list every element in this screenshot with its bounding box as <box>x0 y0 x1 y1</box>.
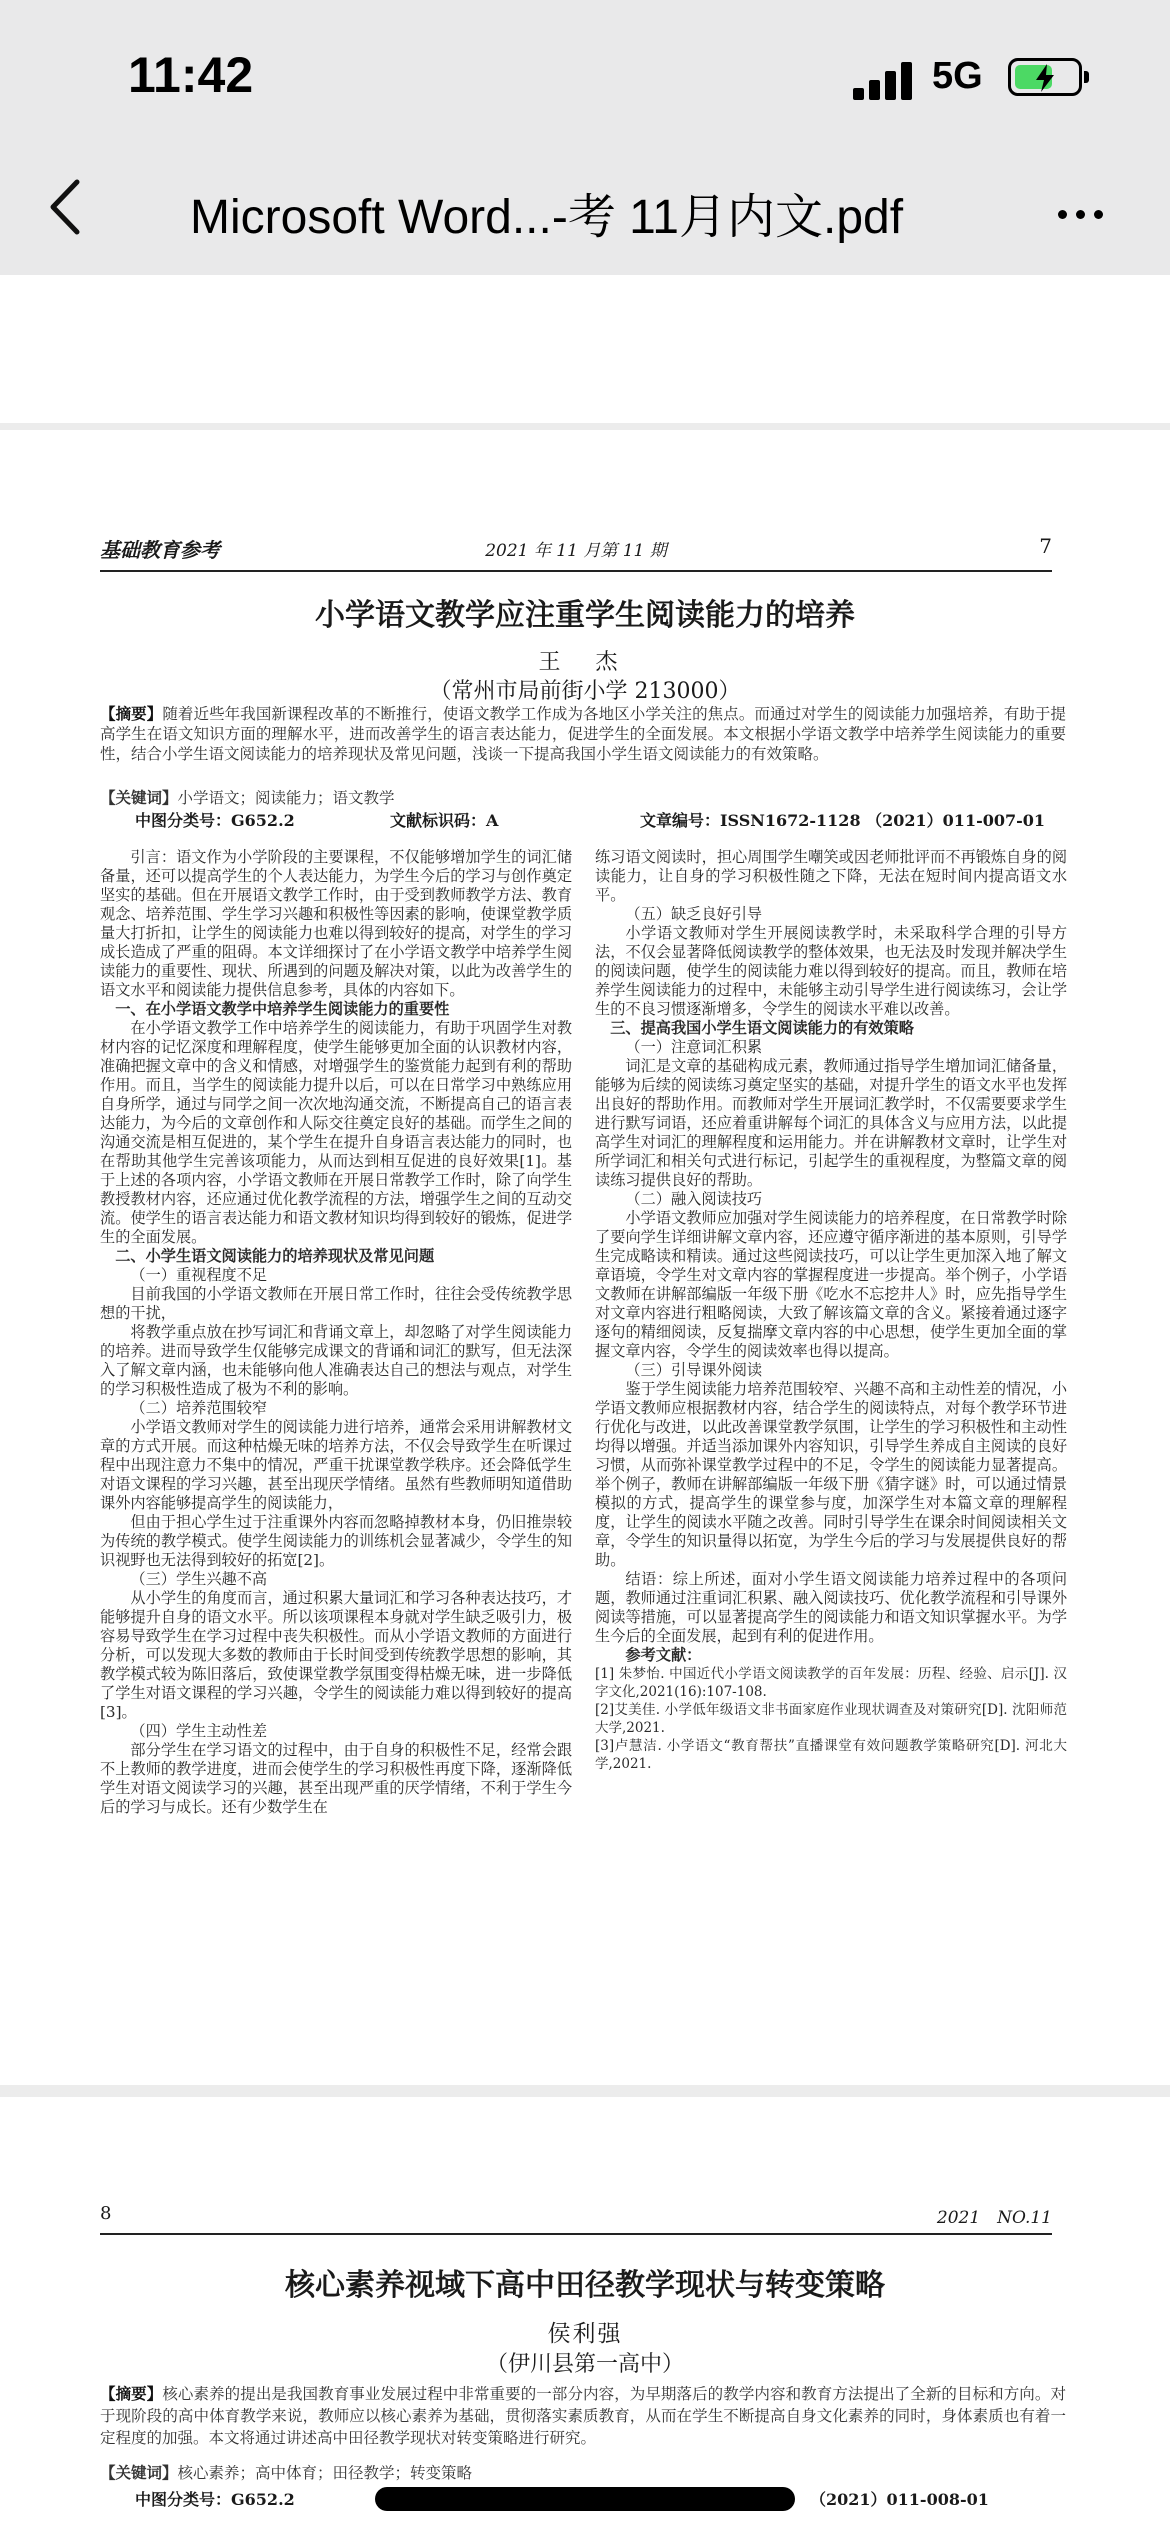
section-heading: （四）学生主动性差 <box>130 1722 268 1740</box>
back-button[interactable] <box>48 178 82 240</box>
article-title: 核心素养视域下高中田径教学现状与转变策略 <box>285 2268 885 2303</box>
issue-date: 2021 NO.11 <box>936 2208 1052 2228</box>
paragraph: 但由于担心学生过于注重课外内容而忽略掉教材本身，仍旧推崇较为传统的教学模式。使学生阅读能力的训练机会显著减少，令学生的知识视野也无法得到较好的拓宽[2]。 <box>100 1513 572 1569</box>
issue-date: 2021 年 11 月第 11 期 <box>485 541 667 561</box>
home-indicator[interactable] <box>375 2487 795 2511</box>
page-number: 7 <box>1039 534 1052 558</box>
paragraph: 鉴于学生阅读能力培养范围较窄、兴趣不高和主动性差的情况，小学语文教师应根据教材内容，结合学生的阅读特点，对每个教学环节进行优化与改进，以此改善课堂教学氛围，让学生的学习积极性和主动性均得以增强。并适当添加课外内容知识，引导学生养成自主阅读的良好习惯，从而弥补课堂教学过程中的不足，令学生的阅读能力显著提高。举个例子，教师在讲解部编版一年级下册《猜字谜》时，可以通过情景模拟的方式，提高学生的课堂参与度，加深学生对本篇文章的理解程度，让学生的阅读水平随之改善。同时引导学生在课余时间阅读相关文章，令学生的知识量得以拓宽，为学生今后的学习与发展提供良好的帮助。 <box>595 1380 1067 1569</box>
section-heading: 一、在小学语文教学中培养学生阅读能力的重要性 <box>115 1000 450 1018</box>
section-heading: （五）缺乏良好引导 <box>625 905 763 923</box>
reference-item: [1] 朱梦怡. 中国近代小学语文阅读教学的百年发展：历程、经验、启示[J]. 汉字文化,2021(16):107-108. <box>595 1666 1067 1700</box>
battery-charging-icon <box>1008 58 1082 96</box>
keywords-text: 小学语文；阅读能力；语文教学 <box>177 789 395 807</box>
paragraph: 将教学重点放在抄写词汇和背诵文章上，却忽略了对学生阅读能力的培养。进而导致学生仅能够完成课文的背诵和词汇的默写，但无法深入了解文章内涵，也未能够向他人准确表达自己的想法与观点，对学生的学习积极性造成了极为不利的影响。 <box>100 1323 572 1398</box>
paragraph: 在小学语文教学工作中培养学生的阅读能力，有助于巩固学生对教材内容的记忆深度和理解程度，使学生能够更加全面的认识教材内容，准确把握文章中的含义和情感，对增强学生的鉴赏能力起到有利的帮助作用。而且，当学生的阅读能力提升以后，可以在日常学习中熟练应用自身所学，通过与同学之间一次次地沟通交流，不断提高自己的语言表达能力，为今后的文章创作和人际交往奠定良好的基础。而学生之间的沟通交流是相互促进的，某个学生在提升自身语言表达能力的同时，也在帮助其他学生完善该项能力，从而达到相互促进的良好效果[1]。基于上述的各项内容，小学语文教师在开展日常教学工作时，除了向学生教授教材内容，还应通过优化教学流程的方法，增强学生之间的互动交流。使学生的语言表达能力和语文教材知识均得到较好的锻炼，促进学生的全面发展。 <box>100 1019 572 1246</box>
clc-number: 中图分类号：G652.2 <box>135 2490 295 2509</box>
reference-item: [2]艾美佳. 小学低年级语文非书面家庭作业现状调查及对策研究[D]. 沈阳师范大学,2021. <box>595 1702 1067 1736</box>
section-heading: （二）培养范围较窄 <box>130 1399 268 1417</box>
paragraph: 小学语文教师对学生开展阅读教学时，未采取科学合理的引导方法，不仅会显著降低阅读教学的整体效果，也无法及时发现并解决学生的阅读问题，使学生的阅读能力难以得到较好的提高。而且，教师在培养学生阅读能力的过程中，未能够主动引导学生进行阅读练习，会让学生的不良习惯逐渐增多，令学生的阅读水平难以改善。 <box>595 924 1067 1018</box>
section-heading: 二、小学生语文阅读能力的培养现状及常见问题 <box>115 1247 435 1265</box>
paragraph: 引言：语文作为小学阶段的主要课程，不仅能够增加学生的词汇储备量，还可以提高学生的个人表达能力，为学生今后的学习与创作奠定坚实的基础。但在开展语文教学工作时，由于受到教师教学方法、教育观念、培养范围、学生学习兴趣和积极性等因素的影响，使课堂教学质量大打折扣，让学生的阅读能力也难以得到较好的提高，对学生的学习成长造成了严重的阻碍。本文详细探讨了在小学语文教学中培养学生阅读能力的重要性、现状、所遇到的问题及解决对策，以此为改善学生的语文水平和阅读能力提供信息参考，具体的内容如下。 <box>100 848 572 999</box>
journal-name: 基础教育参考 <box>100 538 220 562</box>
paragraph: 词汇是文章的基础构成元素，教师通过指导学生增加词汇储备量，能够为后续的阅读练习奠定坚实的基础，对提升学生的语文水平也发挥出良好的帮助作用。而教师对学生开展词汇教学时，不仅需要要求学生进行默写词语，还应着重讲解每个词汇的具体含义与应用方法，以此提高学生对词汇的理解程度和运用能力。并在讲解教材文章时，让学生对所学词汇和相关句式进行标记，引起学生的重视程度，为整篇文章的阅读练习提供良好的帮助。 <box>595 1057 1067 1189</box>
section-heading: 参考文献： <box>625 1646 702 1664</box>
abstract-text: 核心素养的提出是我国教育事业发展过程中非常重要的一部分内容，为早期落后的教学内容和教育方法提出了全新的目标和方向。对于现阶段的高中体育教学来说，教师应以核心素养为基础，贯彻落实素质教育，从而在学生不断提高自身文化素养的同时，身体素质也有着一定程度的加强。本文将通过讲述高中田径教学现状对转变策略进行研究。 <box>100 2385 1066 2447</box>
paragraph: 部分学生在学习语文的过程中，由于自身的积极性不足，经常会跟不上教师的教学进度，进而会使学生的学习积极性再度下降，逐渐降低学生对语文阅读学习的兴趣，甚至出现严重的厌学情绪，不利于学生今后的学习与成长。还有少数学生在 <box>100 1741 572 1816</box>
pdf-page-8[interactable] <box>0 2097 1170 2532</box>
more-options-button[interactable] <box>1058 204 1112 223</box>
document-title: Microsoft Word...-考 11月内文.pdf <box>190 191 904 244</box>
paragraph: 目前我国的小学语文教师在开展日常工作时，往往会受传统教学思想的干扰， <box>100 1285 572 1322</box>
article-author: 王 杰 <box>538 650 632 675</box>
paragraph: 结语：综上所述，面对小学生语文阅读能力培养过程中的各项问题，教师通过注重词汇积累、融入阅读技巧、优化教学流程和引导课外阅读等措施，可以显著提高学生的阅读能力和语文知识掌握水平。为学生今后的全面发展，起到有利的促进作用。 <box>595 1570 1067 1645</box>
status-bar <box>0 0 1170 150</box>
chevron-left-icon <box>48 178 82 236</box>
running-header <box>100 534 1052 572</box>
paragraph: 从小学生的角度而言，通过积累大量词汇和学习各种表达技巧，才能够提升自身的语文水平。所以该项课程本身就对学生缺乏吸引力，极容易导致学生在学习过程中丧失积极性。而从小学语文教师的方面进行分析，可以发现大多数的教师由于长时间受到传统教学思想的影响，其教学模式较为陈旧落后，致使课堂教学氛围变得枯燥无味，进一步降低了学生对语文课程的学习兴趣，令学生的阅读能力难以得到较好的提高[3]。 <box>100 1589 572 1721</box>
section-heading: （三）引导课外阅读 <box>625 1361 763 1379</box>
keywords-text: 核心素养；高中体育；田径教学；转变策略 <box>177 2464 473 2482</box>
page-number: 8 <box>100 2203 112 2224</box>
keywords-label: 【关键词】 <box>100 2463 178 2482</box>
section-heading: （三）学生兴趣不高 <box>130 1570 268 1588</box>
paragraph: 练习语文阅读时，担心周围学生嘲笑或因老师批评而不再锻炼自身的阅读能力，让自身的学习积极性随之下降，无法在短时间内提高语文水平。 <box>595 848 1067 904</box>
author-affiliation: （常州市局前街小学 213000） <box>429 679 741 704</box>
keywords <box>100 2461 472 2483</box>
section-heading: （二）融入阅读技巧 <box>625 1190 763 1208</box>
article-author: 侯利强 <box>547 2321 623 2347</box>
cellular-signal-icon <box>853 60 915 100</box>
keywords <box>100 786 395 808</box>
previous-page-tail <box>0 275 1170 423</box>
ellipsis-icon <box>1058 210 1067 219</box>
article-number: （2021）011-008-01 <box>810 2490 989 2509</box>
author-affiliation: （伊川县第一高中） <box>485 2352 684 2377</box>
paragraph: 小学语文教师对学生的阅读能力进行培养，通常会采用讲解教材文章的方式开展。而这种枯燥无味的培养方法，不仅会导致学生在听课过程中出现注意力不集中的情况，严重干扰课堂教学秩序。还会降低学生对语文课程的学习兴趣，甚至出现厌学情绪。虽然有些教师明知道借助课外内容能够提高学生的阅读能力， <box>100 1418 572 1512</box>
left-column <box>100 848 572 1817</box>
section-heading: （一）重视程度不足 <box>130 1266 268 1284</box>
abstract-label: 【摘要】 <box>100 2384 163 2403</box>
abstract <box>100 704 1066 764</box>
abstract <box>100 2383 1066 2449</box>
abstract-text: 随着近些年我国新课程改革的不断推行，使语文教学工作成为各地区小学关注的焦点。而通过对学生的阅读能力加强培养，有助于提高学生在语文知识方面的理解水平，进而改善学生的语言表达能力，促进学生的全面发展。本文根据小学语文教学中培养学生阅读能力的重要性，结合小学生语文阅读能力的培养现状及常见问题，浅谈一下提高我国小学生语文阅读能力的有效策略。 <box>100 705 1066 763</box>
paragraph: 小学语文教师应加强对学生阅读能力的培养程度，在日常教学时除了要向学生详细讲解文章内容，还应遵守循序渐进的基本原则，引导学生完成略读和精读。通过这些阅读技巧，可以让学生更加深入地了解文章语境，令学生对文章内容的掌握程度进一步提高。举个例子，小学语文教师在讲解部编版一年级下册《吃水不忘挖井人》时，应先指导学生对文章内容进行粗略阅读，大致了解该篇文章的含义。紧接着通过逐字逐句的精细阅读，反复揣摩文章内容的中心思想，使学生更加全面的掌握文章内容，令学生的阅读效率也得以提高。 <box>595 1209 1067 1360</box>
right-column <box>595 848 1067 1773</box>
article-number: 文章编号：ISSN1672-1128 （2021）011-007-01 <box>640 811 1046 830</box>
keywords-label: 【关键词】 <box>100 788 178 807</box>
section-heading: （一）注意词汇积累 <box>625 1038 763 1056</box>
status-time: 11:42 <box>128 47 254 103</box>
network-type: 5G <box>932 55 983 97</box>
clc-number: 中图分类号：G652.2 <box>135 811 295 830</box>
reference-item: [3]卢慧洁. 小学语文“教育帮扶”直播课堂有效问题教学策略研究[D]. 河北大学,2021. <box>595 1738 1067 1772</box>
pdf-page-7[interactable] <box>0 430 1170 2085</box>
article-title: 小学语文教学应注重学生阅读能力的培养 <box>315 598 855 633</box>
section-heading: 三、提高我国小学生语文阅读能力的有效策略 <box>610 1019 914 1037</box>
abstract-label: 【摘要】 <box>100 704 163 723</box>
running-header <box>100 2203 1052 2235</box>
document-code: 文献标识码：A <box>390 811 499 830</box>
